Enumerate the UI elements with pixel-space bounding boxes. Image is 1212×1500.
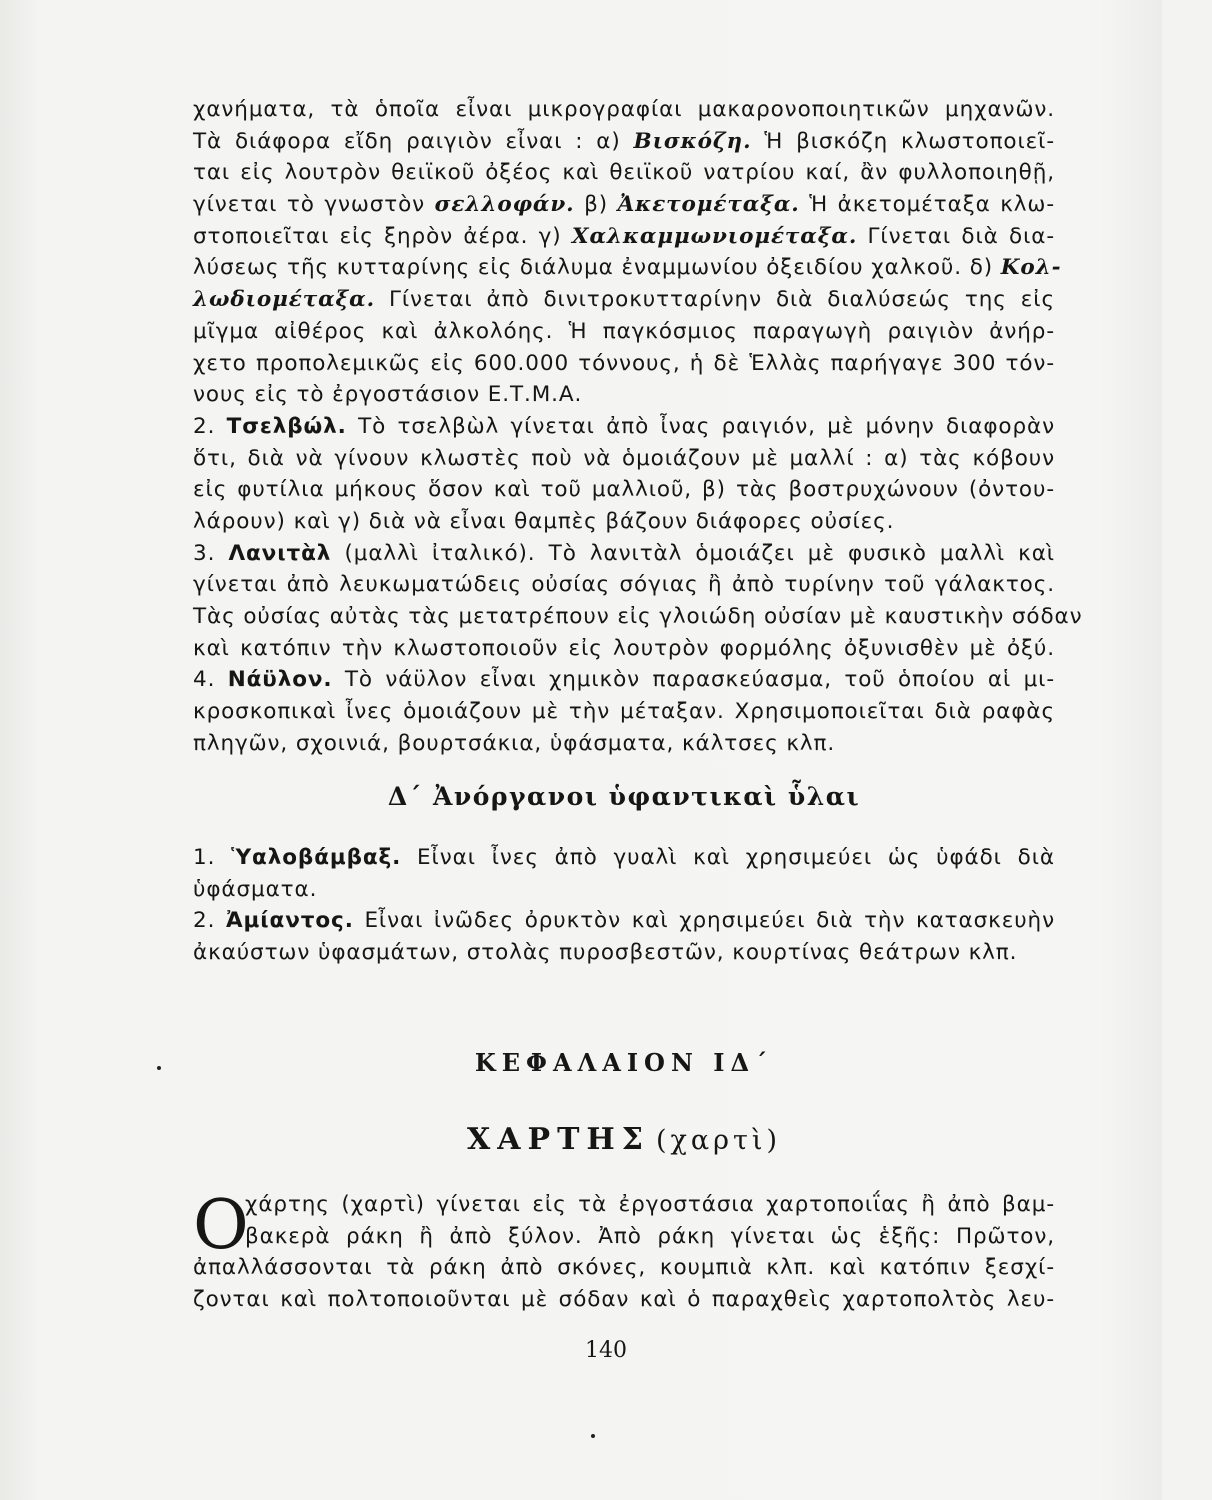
text-line: ζονται καὶ πολτοποιοῦνται μὲ σόδαν καὶ ὁ παραχθεὶς χαρτοπολτὸς λευ- bbox=[193, 1287, 1055, 1313]
chapter-title-sub: (χαρτὶ) bbox=[655, 1125, 782, 1156]
term-viscose: Βισκόζη. bbox=[633, 128, 752, 154]
text-line: 1. Ὑαλοβάμβαξ. Εἶναι ἶνες ἀπὸ γυαλὶ καὶ χρησιμεύει ὡς ὑφάδι διὰ bbox=[193, 845, 1055, 870]
term-glass-wool: Ὑαλοβάμβαξ. bbox=[231, 845, 402, 870]
artificial-fibers-paragraph bbox=[193, 94, 1083, 759]
term-tselvol: Τσελβώλ. bbox=[226, 413, 347, 439]
text-line: 2. Τσελβώλ. Τὸ τσελβὼλ γίνεται ἀπὸ ἶνας ραιγιόν, μὲ μόνην διαφορὰν bbox=[193, 413, 1055, 439]
text-line: χετο προπολεμικῶς εἰς 600.000 τόννους, ἡ δὲ Ἑλλὰς παρήγαγε 300 τόν- bbox=[193, 350, 1055, 376]
text-line: στοποιεῖται εἰς ξηρὸν ἀέρα. γ) Χαλκαμμωνιομέταξα. Γίνεται διὰ δια- bbox=[193, 223, 1055, 249]
page-number: 140 bbox=[585, 1338, 627, 1363]
term-nylon: Νάϋλον. bbox=[227, 667, 333, 693]
stray-mark bbox=[157, 1066, 161, 1070]
text-line: 2. Ἀμίαντος. Εἶναι ἰνῶδες ὀρυκτὸν καὶ χρησιμεύει διὰ τὴν κατασκευὴν bbox=[193, 908, 1055, 934]
drop-cap: Ο bbox=[193, 1186, 249, 1265]
text-line: 4. Νάϋλον. Τὸ νάϋλον εἶναι χημικὸν παρασκεύασμα, τοῦ ὁποίου αἱ μι- bbox=[193, 667, 1055, 693]
term-collodion-silk: Κολ- bbox=[1000, 255, 1062, 281]
chapter-title bbox=[193, 1122, 1055, 1157]
text-line: ἀκαύστων ὑφασμάτων, στολὰς πυροσβεστῶν, κουρτίνας θεάτρων κλπ. bbox=[193, 940, 1018, 966]
term-acetate-silk: Ἀκετομέταξα. bbox=[617, 192, 800, 218]
text-line: πληγῶν, σχοινιά, βουρτσάκια, ὑφάσματα, κάλτσες κλπ. bbox=[193, 730, 836, 756]
term-asbestos: Ἀμίαντος. bbox=[226, 908, 354, 934]
section-heading: Δ΄ Ἀνόργανοι ὑφαντικαὶ ὗλαι bbox=[387, 782, 861, 811]
text-line: ἀπαλλάσσονται τὰ ράκη ἀπὸ σκόνες, κουμπιὰ κλπ. καὶ κατόπιν ξεσχί- bbox=[193, 1255, 1055, 1281]
term-cuprammonium-silk: Χαλκαμμωνιομέταξα. bbox=[571, 223, 858, 249]
text-line: λύσεως τῆς κυτταρίνης εἰς διάλυμα ἐναμμωνίου ὀξειδίου χαλκοῦ. δ) Κολ- bbox=[193, 255, 1062, 281]
chapter-heading: ΚΕΦΑΛΑΙΟΝ ΙΔ΄ bbox=[474, 1048, 774, 1077]
chapter-title-main: ΧΑΡΤΗΣ bbox=[466, 1122, 650, 1157]
text-line: ὅτι, διὰ νὰ γίνουν κλωστὲς ποὺ νὰ ὁμοιάζουν μὲ μαλλί : α) τὰς κόβουν bbox=[193, 445, 1055, 471]
stray-mark bbox=[591, 1434, 595, 1438]
text-line: ται εἰς λουτρὸν θειϊκοῦ ὀξέος καὶ θειϊκοῦ νατρίου καί, ἂν φυλλοποιηθῇ, bbox=[193, 160, 1055, 186]
text-line: χάρτης (χαρτὶ) γίνεται εἰς τὰ ἐργοστάσια χαρτοποιΐας ἢ ἀπὸ βαμ- bbox=[245, 1192, 1055, 1217]
text-line: κροσκοπικαὶ ἶνες ὁμοιάζουν μὲ τὴν μέταξαν. Χρησιμοποιεῖται διὰ ραφὰς bbox=[193, 699, 1055, 725]
text-line: Τὰ διάφορα εἴδη ραιγιὸν εἶναι : α) Βισκόζη. Ἡ βισκόζη κλωστοποιεῖ- bbox=[193, 128, 1055, 154]
text-line: 3. Λανιτὰλ (μαλλὶ ἰταλικό). Τὸ λανιτὰλ ὁμοιάζει μὲ φυσικὸ μαλλὶ καὶ bbox=[193, 540, 1055, 566]
text-line: λάρουν) καὶ γ) διὰ νὰ εἶναι θαμπὲς βάζουν διάφορες οὐσίες. bbox=[193, 508, 895, 534]
text-line: γίνεται ἀπὸ λευκωματώδεις οὐσίας σόγιας ἢ ἀπὸ τυρίνην τοῦ γάλακτος. bbox=[193, 572, 1055, 598]
paper-paragraph bbox=[193, 1186, 1055, 1316]
text-line: βακερὰ ράκη ἢ ἀπὸ ξύλον. Ἀπὸ ράκη γίνεται ὡς ἑξῆς: Πρῶτον, bbox=[245, 1223, 1055, 1249]
text-line: χανήματα, τὰ ὁποῖα εἶναι μικρογραφίαι μακαρονοποιητικῶν μηχανῶν. bbox=[193, 97, 1055, 122]
text-line: καὶ κατόπιν τὴν κλωστοποιοῦν εἰς λουτρὸν φορμόλης ὀξυνισθὲν μὲ ὀξύ. bbox=[193, 635, 1055, 661]
term-lanital: Λανιτὰλ bbox=[228, 540, 332, 566]
text-line: γίνεται τὸ γνωστὸν σελλοφάν. β) Ἀκετομέταξα. Ἡ ἀκετομέταξα κλω- bbox=[193, 192, 1055, 218]
text-line: εἰς φυτίλια μήκους ὅσον καὶ τοῦ μαλλιοῦ, β) τὰς βοστρυχώνουν (ὀντου- bbox=[193, 477, 1055, 503]
term-cellophane: σελλοφάν. bbox=[434, 192, 575, 218]
text-line: λωδιομέταξα. Γίνεται ἀπὸ δινιτροκυτταρίνην διὰ διαλύσεώς της εἰς bbox=[193, 287, 1055, 313]
text-line: μῖγμα αἰθέρος καὶ ἀλκολόης. Ἡ παγκόσμιος παραγωγὴ ραιγιὸν ἀνήρ- bbox=[193, 318, 1055, 344]
text-line: Τὰς οὐσίας αὐτὰς τὰς μετατρέπουν εἰς γλοιώδη οὐσίαν μὲ καυστικὴν σόδαν bbox=[193, 604, 1083, 629]
term-collodion-silk-cont: λωδιομέταξα. bbox=[193, 287, 376, 313]
inorganic-fibers-paragraph bbox=[193, 842, 1055, 969]
text-line: νους εἰς τὸ ἐργοστάσιον Ε.Τ.Μ.Α. bbox=[193, 382, 583, 408]
text-line: ὑφάσματα. bbox=[193, 876, 318, 902]
